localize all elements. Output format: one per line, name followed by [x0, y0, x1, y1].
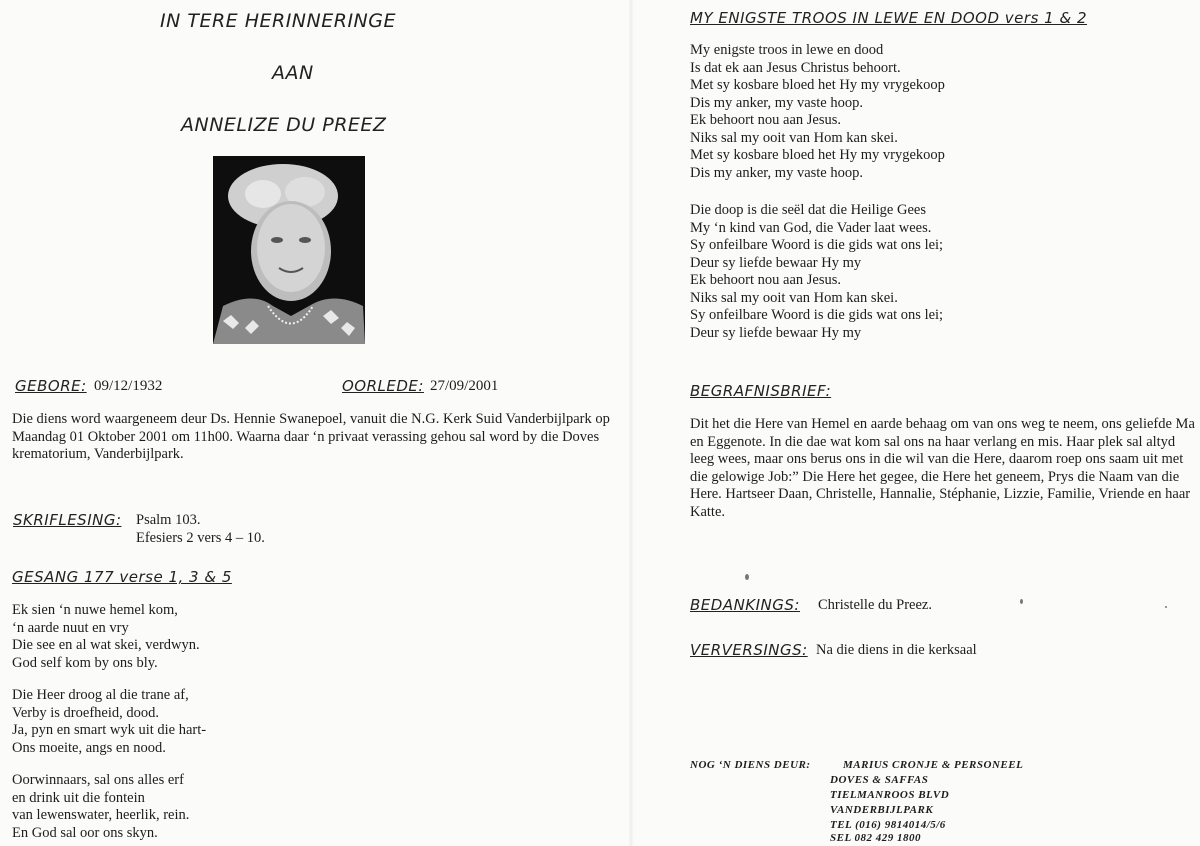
- hymn-troos-title: MY ENIGSTE TROOS IN LEWE EN DOOD vers 1 & 2: [690, 9, 1087, 27]
- refreshments-label: VERVERSINGS:: [690, 641, 808, 659]
- paper-speck: [1165, 606, 1167, 608]
- born-label: GEBORE:: [15, 377, 87, 395]
- hymn-177-stanza-1: Ek sien ‘n nuwe hemel kom, ‘n aarde nuut en vry Die see en al wat skei, verdwyn. God self kom by ons bly.: [12, 602, 200, 671]
- person-photo-icon: [213, 156, 365, 344]
- born-date: 09/12/1932: [94, 378, 163, 394]
- deceased-name: ANNELIZE DU PREEZ: [181, 114, 387, 136]
- provider-street: TIELMANROOS BLVD: [830, 789, 950, 801]
- funeral-letter-text: Dit het die Here van Hemel en aarde behaag om van ons weg te neem, ons geliefde Ma en Eggenote. In die dae wat kom sal ons na haar verlang en mis. Haar plek sal altyd leeg wees, maar ons berus ons in die wil van die Here, daarom roep ons saam uit met die gelowige Job:” Die Here het gegee, die Here het geneem, Prys die Naam van die Here. Hartseer Daan, Christelle, Hannalie, Stéphanie, Lizzie, Familie, Vriende en haar Katte.: [690, 416, 1195, 520]
- portrait-photo: [213, 156, 365, 344]
- memorial-aan: AAN: [272, 62, 314, 84]
- paper-speck: [1020, 599, 1023, 604]
- hymn-troos-stanza-2: Die doop is die seël dat die Heilige Gees My ‘n kind van God, die Vader laat wees. Sy onfeilbare Woord is die gids wat ons lei; Deur sy liefde bewaar Hy my Ek behoort nou aan Jesus. Niks sal my ooit van Hom kan skei. Sy onfeilbare Woord is die gids wat ons lei; Deur sy liefde bewaar Hy my: [690, 202, 944, 341]
- hymn-177-title: GESANG 177 verse 1, 3 & 5: [12, 568, 232, 586]
- memorial-title: IN TERE HERINNERINGE: [160, 10, 396, 32]
- right-page: [640, 0, 1200, 846]
- hymn-177-stanza-5: Oorwinnaars, sal ons alles erf en drink uit die fontein van lewenswater, heerlik, rein. En God sal oor ons skyn.: [12, 772, 190, 841]
- provider-company: DOVES & SAFFAS: [830, 774, 929, 786]
- service-details: Die diens word waargeneem deur Ds. Hennie Swanepoel, vanuit die N.G. Kerk Suid Vanderbijlpark op Maandag 01 Oktober 2001 om 11h00. Waarna daar ‘n privaat verassing gehou sal word by die Doves krematorium, Vanderbijlpark.: [12, 411, 610, 462]
- scripture-label: SKRIFLESING:: [13, 511, 122, 529]
- hymn-177-stanza-3: Die Heer droog al die trane af, Verby is droefheid, dood. Ja, pyn en smart wyk uit die hart- Ons moeite, angs en nood.: [12, 687, 207, 756]
- provider-phone: TEL (016) 9814014/5/6: [830, 819, 946, 831]
- page-fold: [628, 0, 634, 846]
- died-date: 27/09/2001: [430, 378, 499, 394]
- scripture-efesiers: Efesiers 2 vers 4 – 10.: [136, 530, 265, 546]
- service-provider-label: NOG ‘N DIENS DEUR:: [690, 759, 811, 771]
- thanks-label: BEDANKINGS:: [690, 596, 800, 614]
- funeral-letter-label: BEGRAFNISBRIEF:: [690, 382, 832, 400]
- provider-town: VANDERBIJLPARK: [830, 804, 934, 816]
- provider-name: MARIUS CRONJE & PERSONEEL: [843, 759, 1024, 771]
- died-label: OORLEDE:: [342, 377, 424, 395]
- hymn-troos-stanza-1: My enigste troos in lewe en dood Is dat ek aan Jesus Christus behoort. Met sy kosbare bloed het Hy my vrygekoop Dis my anker, my vaste hoop. Ek behoort nou aan Jesus. Niks sal my ooit van Hom kan skei. Met sy kosbare bloed het Hy my vrygekoop Dis my anker, my vaste hoop.: [690, 42, 945, 181]
- scripture-psalm: Psalm 103.: [136, 512, 201, 528]
- refreshments-value: Na die diens in die kerksaal: [816, 642, 977, 658]
- paper-speck: [745, 574, 749, 580]
- provider-cell: SEL 082 429 1800: [830, 832, 922, 844]
- thanks-value: Christelle du Preez.: [818, 597, 932, 613]
